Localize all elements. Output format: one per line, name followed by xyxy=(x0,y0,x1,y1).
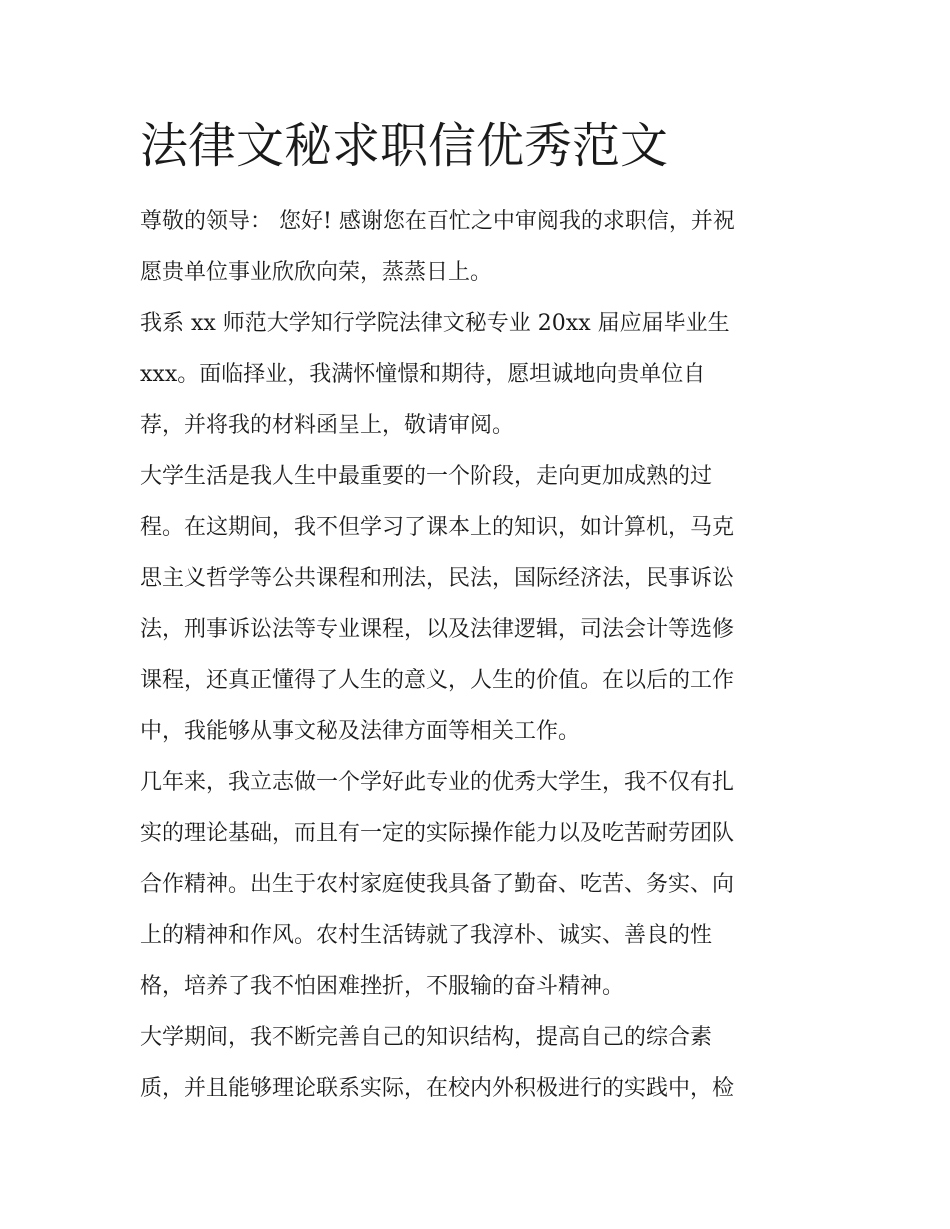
text-line: xxx。面临择业，我满怀憧憬和期待，愿坦诚地向贵单位自 xyxy=(140,362,706,387)
text-line: 大学期间，我不断完善自己的知识结构，提高自己的综合素 xyxy=(140,1025,713,1050)
text-line: 尊敬的领导： 您好! 感谢您在百忙之中审阅我的求职信，并祝 xyxy=(140,209,735,234)
text-line: 合作精神。出生于农村家庭使我具备了勤奋、吃苦、务实、向 xyxy=(140,872,735,897)
paragraph-character xyxy=(140,757,816,1012)
text-line: 程。在这期间，我不但学习了课本上的知识，如计算机，马克 xyxy=(140,515,735,540)
text-line: 格，培养了我不怕困难挫折，不服输的奋斗精神。 xyxy=(140,974,625,999)
page-title: 法律文秘求职信优秀范文 xyxy=(140,118,669,174)
paragraph-greeting xyxy=(140,196,816,298)
text-line: 思主义哲学等公共课程和刑法，民法，国际经济法，民事诉讼 xyxy=(140,566,735,591)
paragraph-introduction xyxy=(140,298,816,451)
text-line: 法，刑事诉讼法等专业课程，以及法律逻辑，司法会计等选修 xyxy=(140,617,735,642)
text-line: 上的精神和作风。农村生活铸就了我淳朴、诚实、善良的性 xyxy=(140,923,713,948)
text-line: 质，并且能够理论联系实际，在校内外积极进行的实践中，检 xyxy=(140,1076,735,1101)
text-line: 课程，还真正懂得了人生的意义，人生的价值。在以后的工作 xyxy=(140,668,735,693)
paragraph-university-life xyxy=(140,451,816,757)
text-line: 实的理论基础，而且有一定的实际操作能力以及吃苦耐劳团队 xyxy=(140,821,735,846)
text-line: 荐，并将我的材料函呈上，敬请审阅。 xyxy=(140,413,515,438)
text-line: 我系 xx 师范大学知行学院法律文秘专业 20xx 届应届毕业生 xyxy=(140,311,730,336)
paragraph-university-period xyxy=(140,1012,816,1114)
document-body xyxy=(140,196,816,1114)
text-line: 大学生活是我人生中最重要的一个阶段，走向更加成熟的过 xyxy=(140,464,713,489)
text-line: 几年来，我立志做一个学好此专业的优秀大学生，我不仅有扎 xyxy=(140,770,735,795)
text-line: 愿贵单位事业欣欣向荣，蒸蒸日上。 xyxy=(140,260,493,285)
text-line: 中，我能够从事文秘及法律方面等相关工作。 xyxy=(140,719,581,744)
